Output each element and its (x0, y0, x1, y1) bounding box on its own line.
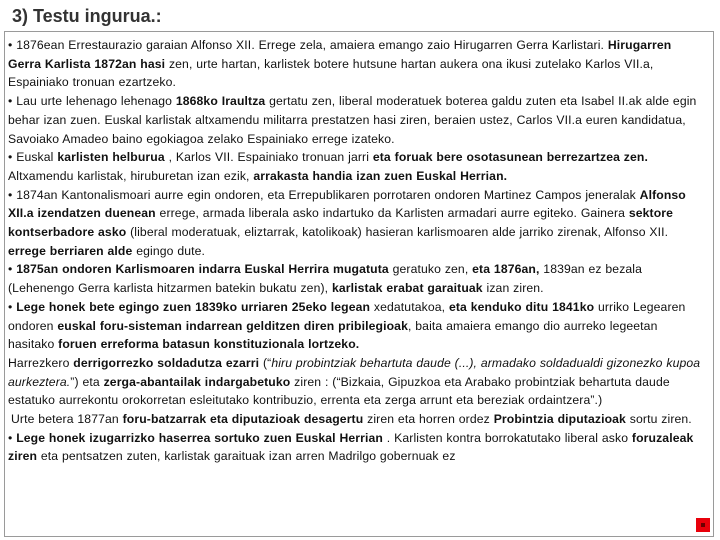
text-run: geratuko zen, (388, 262, 473, 277)
text-run: xedatutakoa, (370, 299, 449, 314)
text-run: ziren eta horren ordez (363, 412, 494, 427)
body-text (8, 36, 705, 466)
text-run: Altxamendu karlistak, hiruburetan izan ezik, (8, 168, 254, 183)
text-run: urriko Legearen ondoren (8, 299, 686, 333)
text-run: 1839an ez bezala (Lehenengo Gerra karlista hitzarmen batekin bukatu zen), (8, 262, 643, 296)
bold-text: karlisten helburua (57, 150, 165, 165)
text-run: • (8, 299, 17, 314)
bold-text: foruzaleak ziren (8, 430, 694, 464)
text-run: errege, armada liberala asko indartuko da Karlisten armadari aurre egiteko. Gainera (155, 206, 629, 221)
slide-title: 3) Testu ingurua.: (12, 6, 162, 26)
text-run: eta pentsatzen zuten, karlistak garaituak izan arren Madrilgo gobernuak ez (37, 449, 456, 464)
text-run: egingo dute. (132, 243, 206, 258)
bold-text: Lege honek izugarrizko haserrea sortuko zuen Euskal Herrian (16, 430, 383, 445)
paragraph (8, 148, 705, 185)
paragraph (8, 354, 705, 410)
text-panel (4, 31, 714, 537)
text-run: • (8, 262, 17, 277)
text-run: ”) eta (70, 374, 104, 389)
text-run: (“ (259, 355, 272, 370)
bold-text: arrakasta handia izan zuen Euskal Herrian. (253, 168, 508, 183)
paragraph (8, 298, 705, 354)
bold-text: Probintzia diputazioak (493, 412, 626, 427)
paragraph (8, 186, 705, 261)
text-run: Urte betera 1877an (11, 412, 123, 427)
paragraph (8, 36, 705, 92)
text-run: (liberal moderatuak, eliztarrak, katolikoak) hasieran karlismoaren alde jarriko zirenak, Alfonso XII. (126, 225, 669, 240)
bold-text: euskal foru-sisteman indarrean gelditzen diren pribilegioak (57, 318, 408, 333)
bold-text: errege berriaren alde (8, 243, 133, 258)
paragraph (8, 92, 705, 148)
bold-text: eta foruak bere osotasunean berrezartzea zen. (372, 150, 648, 165)
paragraph (8, 260, 705, 297)
bold-text: Alfonso XII.a izendatzen duenean (8, 187, 686, 221)
bold-text: eta 1876an, (472, 262, 540, 277)
text-run: sortu ziren. (625, 412, 692, 427)
paragraph (8, 429, 705, 466)
text-run: izan ziren. (482, 281, 544, 296)
text-run: • Lau urte lehenago lehenago (8, 94, 176, 109)
bold-text: Hirugarren Gerra Karlista 1872an hasi (8, 38, 672, 71)
italic-text: hiru probintziak behartuta daude (...), armadako soldadualdi gizonezko kupoa aurkeztera. (8, 355, 701, 389)
text-run: zen, urte hartan, karlistek botere hutsune hartan aukera ona ikusi zutelako Karlos VII.a, Espainiako tronuan ezartzeko. (8, 56, 654, 90)
text-run: • 1874an Kantonalismoari aurre egin ondoren, eta Errepublikaren porrotaren ondoren Martinez Campos jeneralak (8, 187, 640, 202)
bold-text: sektore kontserbadore asko (8, 206, 674, 240)
text-run: • Euskal (8, 150, 58, 165)
text-run: • (8, 430, 17, 445)
text-run: . Karlisten kontra borrokatutako liberal asko (383, 430, 632, 445)
text-run: gertatu zen, liberal moderatuek boterea galdu zuten eta Isabel II.ak alde egin behar izan zuen. Euskal karlistak altxamendu militarra prestatzen hasi ziren, beraien ustez, Carlos VII.a euren kandidatua, Savoiako Amadeo baino egokiagoa zelako Espainiako errege izateko. (8, 94, 697, 146)
bold-text: foruen erreforma batasun konstituzionala lortzeko. (58, 337, 360, 352)
text-run: ziren : (“Bizkaia, Gipuzkoa eta Arabako probintziak behartuta daude estatuko aurrekontu orokorretan esleitutako kontribuzio, errenta eta zerga arrunt eta bereziak ordaintzera”.) (8, 374, 670, 408)
bold-text: Lege honek bete egingo zuen 1839ko urriaren 25eko legean (16, 299, 371, 314)
bold-text: foru-batzarrak eta diputazioak desagertu (122, 412, 364, 427)
text-run: , Karlos VII. Espainiako tronuan jarri (164, 150, 373, 165)
bold-text: 1868ko Iraultza (175, 94, 266, 109)
slide-nav-button[interactable] (696, 518, 710, 532)
text-run: Harrezkero (8, 355, 74, 370)
bold-text: zerga-abantailak indargabetuko (103, 374, 291, 389)
bold-text: eta kenduko ditu 1841ko (448, 299, 595, 314)
bold-text: karlistak erabat garaituak (331, 281, 483, 296)
text-run: , baita amaiera emango dio aurreko legeetan hasitako (8, 318, 658, 352)
text-run: • 1876ean Errestaurazio garaian Alfonso XII. Errege zela, amaiera emango zaio Hirugarren Gerra Karlistari. (8, 38, 608, 52)
bold-text: 1875an ondoren Karlismoaren indarra Euskal Herrira mugatuta (16, 262, 389, 277)
paragraph (8, 410, 705, 429)
bold-text: derrigorrezko soldadutza ezarri (73, 355, 260, 370)
